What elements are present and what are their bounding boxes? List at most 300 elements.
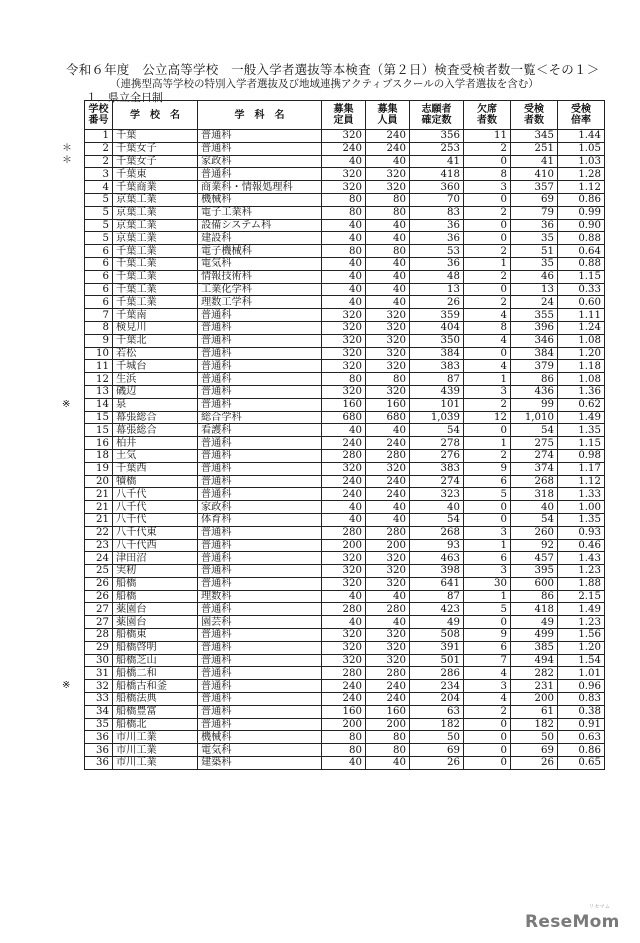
school-number-cell: 21 — [85, 513, 113, 526]
examinees-cell: 36 — [511, 219, 558, 232]
capacity-cell: 280 — [322, 526, 366, 539]
school-number-cell: 27 — [85, 616, 113, 629]
ratio-cell: 1.00 — [558, 501, 605, 514]
course-name-cell: 普通科 — [198, 705, 322, 718]
recruit-cell: 40 — [366, 283, 410, 296]
absent-cell: 0 — [464, 424, 511, 437]
school-number-cell: 3 — [85, 168, 113, 181]
school-name-cell: 船橋法典 — [113, 693, 198, 706]
ratio-cell: 0.86 — [558, 744, 605, 757]
school-name-cell: 若松 — [113, 347, 198, 360]
applicants-cell: 40 — [410, 501, 464, 514]
course-name-cell: 建築科 — [198, 757, 322, 770]
applicants-cell: 356 — [410, 130, 464, 143]
document-subtitle: （連携型高等学校の特別入学者選抜及び地域連携アクティブスクールの入学者選抜を含む） — [110, 78, 539, 90]
course-name-cell: 普通科 — [198, 488, 322, 501]
applicants-cell: 423 — [410, 603, 464, 616]
school-name-cell: 生浜 — [113, 373, 198, 386]
ratio-cell: 1.03 — [558, 155, 605, 168]
school-number-cell: 14 — [85, 398, 113, 411]
table-row — [85, 731, 605, 744]
row-note-mark: ※ — [62, 680, 71, 692]
school-name-cell: 薬園台 — [113, 603, 198, 616]
examinees-cell: 282 — [511, 667, 558, 680]
school-number-cell: 5 — [85, 206, 113, 219]
ratio-cell: 1.24 — [558, 321, 605, 334]
ratio-cell: 1.11 — [558, 309, 605, 322]
absent-cell: 1 — [464, 373, 511, 386]
applicants-cell: 93 — [410, 539, 464, 552]
absent-cell: 5 — [464, 488, 511, 501]
applicants-cell: 398 — [410, 565, 464, 578]
course-name-cell: 情報技術科 — [198, 270, 322, 283]
ratio-cell: 2.15 — [558, 590, 605, 603]
examinees-cell: 13 — [511, 283, 558, 296]
ratio-cell: 0.62 — [558, 398, 605, 411]
examinees-cell: 374 — [511, 462, 558, 475]
recruit-cell: 40 — [366, 155, 410, 168]
capacity-cell: 80 — [322, 373, 366, 386]
capacity-cell: 240 — [322, 680, 366, 693]
capacity-cell: 320 — [322, 130, 366, 143]
course-name-cell: 家政科 — [198, 155, 322, 168]
recruit-cell: 40 — [366, 513, 410, 526]
absent-cell: 2 — [464, 705, 511, 718]
absent-cell: 4 — [464, 309, 511, 322]
applicants-cell: 253 — [410, 142, 464, 155]
table-row — [85, 577, 605, 590]
examinees-cell: 494 — [511, 654, 558, 667]
capacity-cell: 320 — [322, 654, 366, 667]
applicants-cell: 101 — [410, 398, 464, 411]
header-school-name — [113, 101, 198, 130]
examinees-cell: 357 — [511, 181, 558, 194]
ratio-cell: 0.65 — [558, 757, 605, 770]
applicants-cell: 323 — [410, 488, 464, 501]
capacity-cell: 320 — [322, 565, 366, 578]
examinees-cell: 385 — [511, 641, 558, 654]
applicants-cell: 508 — [410, 629, 464, 642]
table-row — [85, 744, 605, 757]
header-recruit-text: 募集 人員 — [377, 104, 398, 126]
header-applicants — [410, 101, 464, 130]
recruit-cell: 240 — [366, 437, 410, 450]
course-name-cell: 普通科 — [198, 565, 322, 578]
applicants-cell: 286 — [410, 667, 464, 680]
school-number-cell: 27 — [85, 603, 113, 616]
examinees-cell: 410 — [511, 168, 558, 181]
table-row — [85, 321, 605, 334]
absent-cell: 8 — [464, 321, 511, 334]
course-name-cell: 普通科 — [198, 693, 322, 706]
recruit-cell: 280 — [366, 603, 410, 616]
school-name-cell: 千葉工業 — [113, 296, 198, 309]
school-number-cell: 6 — [85, 257, 113, 270]
applicants-cell: 26 — [410, 296, 464, 309]
recruit-cell: 280 — [366, 667, 410, 680]
recruit-cell: 40 — [366, 501, 410, 514]
school-number-cell: 30 — [85, 654, 113, 667]
school-name-cell: 千葉西 — [113, 462, 198, 475]
recruit-cell: 320 — [366, 385, 410, 398]
table-row — [85, 667, 605, 680]
school-name-cell: 市川工業 — [113, 757, 198, 770]
ratio-cell: 1.36 — [558, 385, 605, 398]
capacity-cell: 320 — [322, 462, 366, 475]
school-number-cell: 34 — [85, 705, 113, 718]
ratio-cell: 1.54 — [558, 654, 605, 667]
capacity-cell: 40 — [322, 257, 366, 270]
ratio-cell: 0.93 — [558, 526, 605, 539]
table-row — [85, 360, 605, 373]
examinees-cell: 92 — [511, 539, 558, 552]
course-name-cell: 電気科 — [198, 257, 322, 270]
absent-cell: 2 — [464, 270, 511, 283]
table-row — [85, 232, 605, 245]
applicants-cell: 641 — [410, 577, 464, 590]
capacity-cell: 40 — [322, 283, 366, 296]
header-absent-text: 欠席 者数 — [477, 104, 497, 126]
school-name-cell: 千葉工業 — [113, 245, 198, 258]
ratio-cell: 1.23 — [558, 616, 605, 629]
course-name-cell: 普通科 — [198, 168, 322, 181]
absent-cell: 0 — [464, 193, 511, 206]
examinees-cell: 46 — [511, 270, 558, 283]
recruit-cell: 240 — [366, 475, 410, 488]
school-number-cell: 18 — [85, 449, 113, 462]
examinees-cell: 35 — [511, 257, 558, 270]
school-name-cell: 土気 — [113, 449, 198, 462]
capacity-cell: 280 — [322, 603, 366, 616]
ratio-cell: 1.49 — [558, 603, 605, 616]
absent-cell: 7 — [464, 654, 511, 667]
recruit-cell: 320 — [366, 309, 410, 322]
examinees-cell: 318 — [511, 488, 558, 501]
examinees-cell: 260 — [511, 526, 558, 539]
absent-cell: 4 — [464, 334, 511, 347]
recruit-cell: 320 — [366, 347, 410, 360]
capacity-cell: 240 — [322, 142, 366, 155]
ratio-cell: 1.44 — [558, 130, 605, 143]
recruit-cell: 40 — [366, 270, 410, 283]
course-name-cell: 普通科 — [198, 629, 322, 642]
row-note-mark: ＊ — [62, 155, 72, 167]
recruit-cell: 320 — [366, 577, 410, 590]
absent-cell: 0 — [464, 513, 511, 526]
table-row — [85, 411, 605, 424]
school-name-cell: 千葉東 — [113, 168, 198, 181]
ratio-cell: 1.28 — [558, 168, 605, 181]
logo-text: ReseMom — [525, 912, 620, 932]
capacity-cell: 40 — [322, 296, 366, 309]
examinees-cell: 86 — [511, 373, 558, 386]
ratio-cell: 0.96 — [558, 680, 605, 693]
ratio-cell: 1.20 — [558, 641, 605, 654]
examinees-cell: 86 — [511, 590, 558, 603]
absent-cell: 0 — [464, 232, 511, 245]
school-number-cell: 19 — [85, 462, 113, 475]
course-name-cell: 普通科 — [198, 449, 322, 462]
capacity-cell: 320 — [322, 385, 366, 398]
examinees-cell: 26 — [511, 757, 558, 770]
table-row — [85, 616, 605, 629]
ratio-cell: 0.83 — [558, 693, 605, 706]
capacity-cell: 320 — [322, 629, 366, 642]
ratio-cell: 1.23 — [558, 565, 605, 578]
row-note-mark: ＊ — [62, 142, 72, 154]
capacity-cell: 80 — [322, 731, 366, 744]
school-number-cell: 7 — [85, 309, 113, 322]
school-number-cell: 28 — [85, 629, 113, 642]
header-school-number — [85, 101, 113, 130]
examinees-cell: 49 — [511, 616, 558, 629]
applicants-cell: 69 — [410, 744, 464, 757]
recruit-cell: 40 — [366, 257, 410, 270]
examinees-cell: 54 — [511, 513, 558, 526]
table-row — [85, 526, 605, 539]
ratio-cell: 0.63 — [558, 731, 605, 744]
examinees-cell: 99 — [511, 398, 558, 411]
examinees-cell: 69 — [511, 193, 558, 206]
school-name-cell: 八千代西 — [113, 539, 198, 552]
table-row — [85, 718, 605, 731]
ratio-cell: 0.86 — [558, 193, 605, 206]
table-row — [85, 309, 605, 322]
capacity-cell: 680 — [322, 411, 366, 424]
table-row — [85, 757, 605, 770]
examinees-cell: 182 — [511, 718, 558, 731]
course-name-cell: 園芸科 — [198, 616, 322, 629]
ratio-cell: 1.01 — [558, 667, 605, 680]
capacity-cell: 40 — [322, 232, 366, 245]
school-name-cell: 八千代 — [113, 513, 198, 526]
course-name-cell: 普通科 — [198, 680, 322, 693]
school-name-cell: 船橋 — [113, 590, 198, 603]
school-number-cell: 33 — [85, 693, 113, 706]
school-number-cell: 25 — [85, 565, 113, 578]
absent-cell: 12 — [464, 411, 511, 424]
examinees-cell: 231 — [511, 680, 558, 693]
school-name-cell: 薬園台 — [113, 616, 198, 629]
examinees-cell: 41 — [511, 155, 558, 168]
capacity-cell: 320 — [322, 360, 366, 373]
applicants-cell: 182 — [410, 718, 464, 731]
applicants-cell: 463 — [410, 552, 464, 565]
absent-cell: 4 — [464, 667, 511, 680]
recruit-cell: 40 — [366, 232, 410, 245]
ratio-cell: 0.90 — [558, 219, 605, 232]
course-name-cell: 設備システム科 — [198, 219, 322, 232]
applicants-cell: 404 — [410, 321, 464, 334]
capacity-cell: 280 — [322, 449, 366, 462]
capacity-cell: 280 — [322, 667, 366, 680]
absent-cell: 0 — [464, 347, 511, 360]
school-name-cell: 船橋啓明 — [113, 641, 198, 654]
capacity-cell: 240 — [322, 475, 366, 488]
absent-cell: 3 — [464, 526, 511, 539]
school-name-cell: 泉 — [113, 398, 198, 411]
capacity-cell: 80 — [322, 206, 366, 219]
header-recruit — [366, 101, 410, 130]
header-school-number-text: 学校 番号 — [88, 104, 109, 126]
capacity-cell: 320 — [322, 347, 366, 360]
examinees-cell: 395 — [511, 565, 558, 578]
results-table — [84, 100, 605, 770]
applicants-cell: 26 — [410, 757, 464, 770]
school-number-cell: 4 — [85, 181, 113, 194]
header-examinees-text: 受検 者数 — [524, 104, 544, 126]
header-course-name-text: 学 科 名 — [234, 109, 285, 121]
course-name-cell: 家政科 — [198, 501, 322, 514]
applicants-cell: 87 — [410, 590, 464, 603]
school-name-cell: 船橋 — [113, 577, 198, 590]
applicants-cell: 50 — [410, 731, 464, 744]
capacity-cell: 320 — [322, 641, 366, 654]
applicants-cell: 13 — [410, 283, 464, 296]
course-name-cell: 電子機械科 — [198, 245, 322, 258]
examinees-cell: 251 — [511, 142, 558, 155]
ratio-cell: 0.88 — [558, 232, 605, 245]
ratio-cell: 0.38 — [558, 705, 605, 718]
table-row — [85, 245, 605, 258]
course-name-cell: 普通科 — [198, 552, 322, 565]
applicants-cell: 70 — [410, 193, 464, 206]
school-name-cell: 千葉 — [113, 130, 198, 143]
recruit-cell: 40 — [366, 616, 410, 629]
school-name-cell: 千葉女子 — [113, 142, 198, 155]
ratio-cell: 1.56 — [558, 629, 605, 642]
course-name-cell: 理数科 — [198, 590, 322, 603]
school-number-cell: 32 — [85, 680, 113, 693]
capacity-cell: 80 — [322, 245, 366, 258]
recruit-cell: 320 — [366, 321, 410, 334]
ratio-cell: 1.33 — [558, 488, 605, 501]
examinees-cell: 275 — [511, 437, 558, 450]
course-name-cell: 理数工学科 — [198, 296, 322, 309]
school-name-cell: 八千代 — [113, 501, 198, 514]
course-name-cell: 体育科 — [198, 513, 322, 526]
school-name-cell: 船橋北 — [113, 718, 198, 731]
school-number-cell: 6 — [85, 245, 113, 258]
absent-cell: 6 — [464, 641, 511, 654]
table-row — [85, 168, 605, 181]
course-name-cell: 商業科・情報処理科 — [198, 181, 322, 194]
table-body — [85, 130, 605, 770]
absent-cell: 2 — [464, 206, 511, 219]
recruit-cell: 240 — [366, 130, 410, 143]
school-name-cell: 犢橋 — [113, 475, 198, 488]
course-name-cell: 普通科 — [198, 526, 322, 539]
school-name-cell: 千葉工業 — [113, 270, 198, 283]
absent-cell: 8 — [464, 168, 511, 181]
applicants-cell: 501 — [410, 654, 464, 667]
ratio-cell: 1.08 — [558, 373, 605, 386]
capacity-cell: 40 — [322, 270, 366, 283]
absent-cell: 6 — [464, 552, 511, 565]
ratio-cell: 0.99 — [558, 206, 605, 219]
ratio-cell: 1.35 — [558, 424, 605, 437]
header-course-name — [198, 101, 322, 130]
school-number-cell: 5 — [85, 193, 113, 206]
recruit-cell: 280 — [366, 449, 410, 462]
school-name-cell: 津田沼 — [113, 552, 198, 565]
course-name-cell: 普通科 — [198, 667, 322, 680]
table-row — [85, 488, 605, 501]
applicants-cell: 268 — [410, 526, 464, 539]
table-row — [85, 142, 605, 155]
recruit-cell: 320 — [366, 360, 410, 373]
school-number-cell: 13 — [85, 385, 113, 398]
school-number-cell: 26 — [85, 577, 113, 590]
course-name-cell: 普通科 — [198, 654, 322, 667]
absent-cell: 1 — [464, 590, 511, 603]
absent-cell: 3 — [464, 181, 511, 194]
school-number-cell: 5 — [85, 219, 113, 232]
course-name-cell: 普通科 — [198, 334, 322, 347]
recruit-cell: 200 — [366, 718, 410, 731]
school-number-cell: 2 — [85, 142, 113, 155]
school-number-cell: 5 — [85, 232, 113, 245]
table-row — [85, 155, 605, 168]
applicants-cell: 278 — [410, 437, 464, 450]
absent-cell: 2 — [464, 449, 511, 462]
applicants-cell: 41 — [410, 155, 464, 168]
course-name-cell: 普通科 — [198, 539, 322, 552]
recruit-cell: 80 — [366, 206, 410, 219]
ratio-cell: 1.12 — [558, 475, 605, 488]
school-name-cell: 千城台 — [113, 360, 198, 373]
absent-cell: 0 — [464, 731, 511, 744]
recruit-cell: 40 — [366, 757, 410, 770]
table-row — [85, 641, 605, 654]
school-number-cell: 21 — [85, 501, 113, 514]
table-row — [85, 552, 605, 565]
absent-cell: 11 — [464, 130, 511, 143]
recruit-cell: 320 — [366, 552, 410, 565]
table-row — [85, 629, 605, 642]
recruit-cell: 160 — [366, 705, 410, 718]
school-number-cell: 16 — [85, 437, 113, 450]
table-row — [85, 398, 605, 411]
course-name-cell: 普通科 — [198, 398, 322, 411]
absent-cell: 5 — [464, 603, 511, 616]
course-name-cell: 普通科 — [198, 142, 322, 155]
school-number-cell: 35 — [85, 718, 113, 731]
course-name-cell: 普通科 — [198, 462, 322, 475]
school-name-cell: 京葉工業 — [113, 206, 198, 219]
school-name-cell: 柏井 — [113, 437, 198, 450]
table-row — [85, 603, 605, 616]
course-name-cell: 普通科 — [198, 577, 322, 590]
applicants-cell: 360 — [410, 181, 464, 194]
recruit-cell: 320 — [366, 334, 410, 347]
absent-cell: 3 — [464, 565, 511, 578]
recruit-cell: 80 — [366, 193, 410, 206]
school-number-cell: 6 — [85, 270, 113, 283]
school-name-cell: 千葉工業 — [113, 283, 198, 296]
recruit-cell: 200 — [366, 539, 410, 552]
applicants-cell: 53 — [410, 245, 464, 258]
applicants-cell: 36 — [410, 257, 464, 270]
ratio-cell: 1.08 — [558, 334, 605, 347]
examinees-cell: 384 — [511, 347, 558, 360]
school-number-cell: 36 — [85, 744, 113, 757]
capacity-cell: 320 — [322, 321, 366, 334]
examinees-cell: 499 — [511, 629, 558, 642]
table-row — [85, 296, 605, 309]
course-name-cell: 普通科 — [198, 309, 322, 322]
absent-cell: 2 — [464, 142, 511, 155]
